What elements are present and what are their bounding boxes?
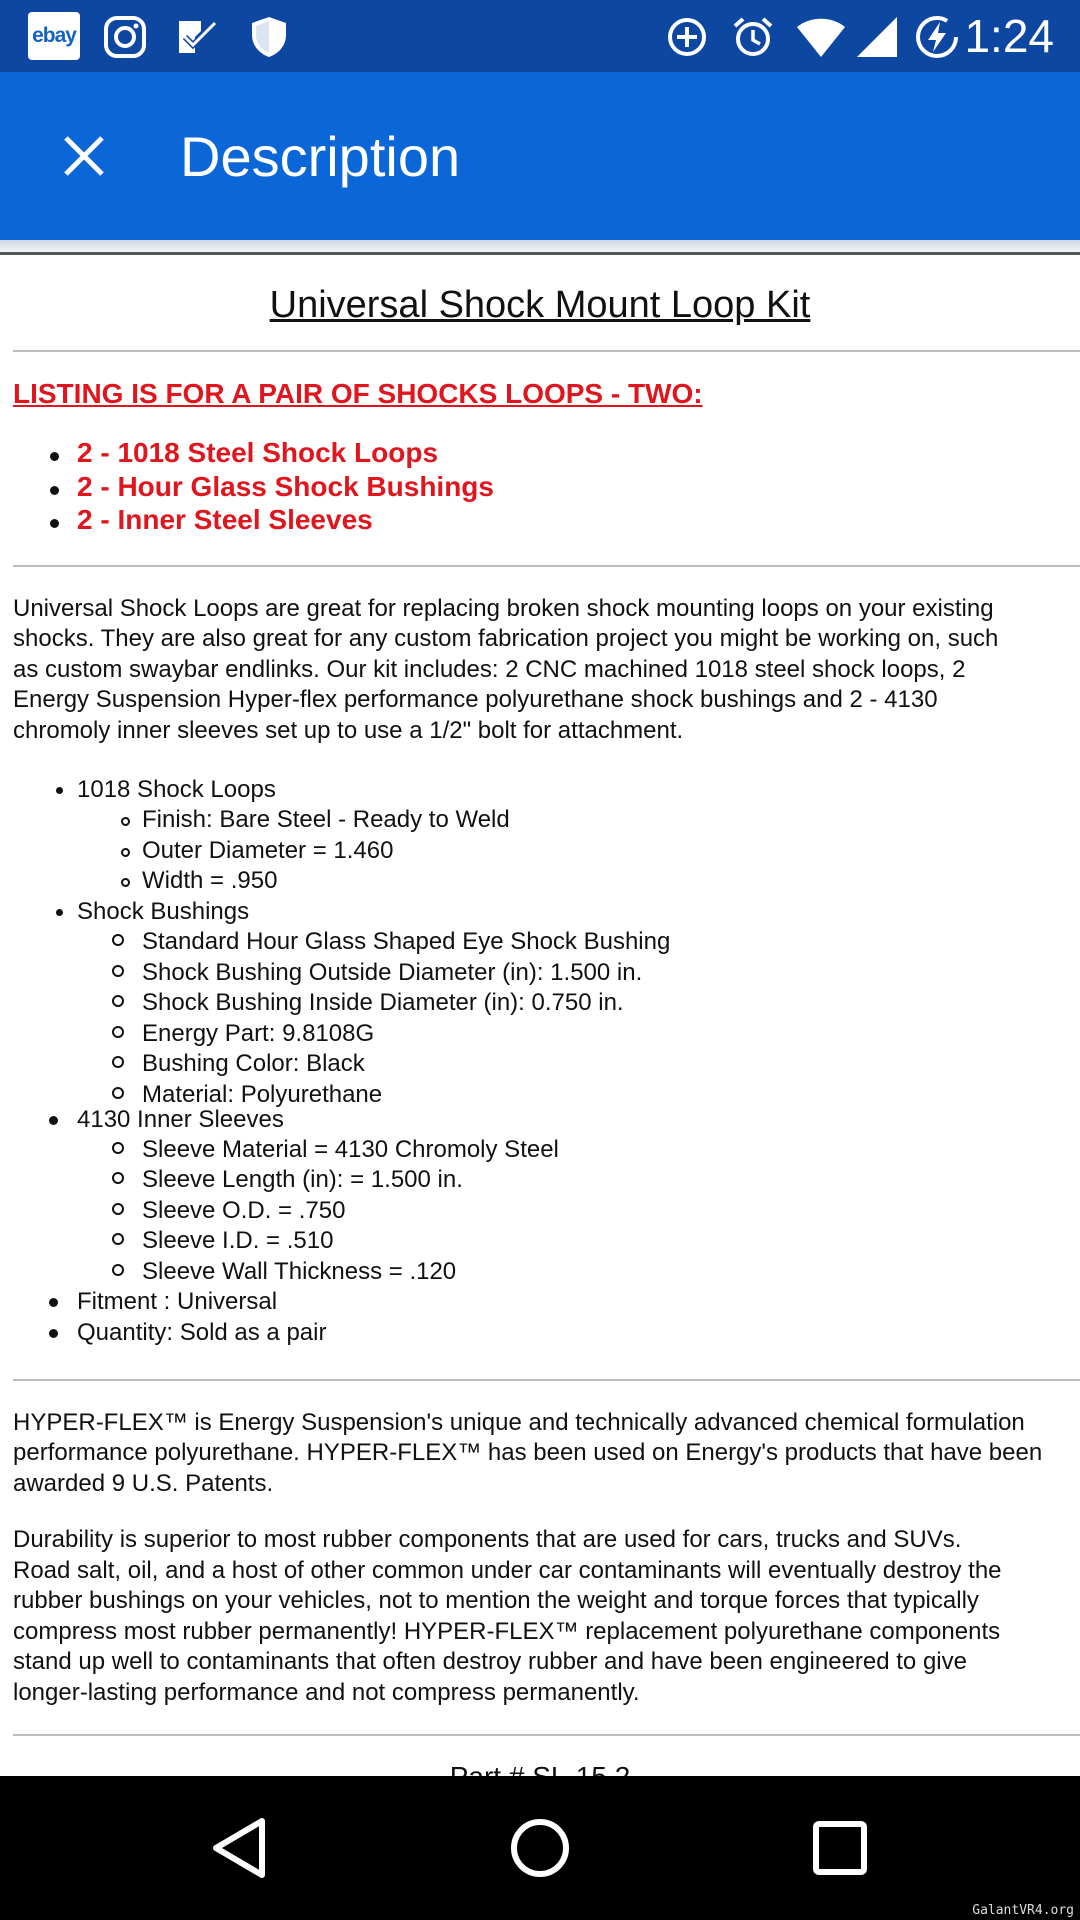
recents-button[interactable] bbox=[790, 1798, 890, 1898]
app-bar bbox=[0, 72, 1080, 240]
spec-item: Finish: Bare Steel - Ready to Weld bbox=[142, 806, 510, 833]
durability-line: compress most rubber permanently! HYPER-FLEX™ replacement polyurethane components bbox=[13, 1618, 1001, 1645]
bullet bbox=[50, 519, 59, 528]
bullet bbox=[49, 1298, 58, 1307]
sub-bullet bbox=[112, 1172, 124, 1184]
watermark: GalantVR4.org bbox=[972, 1903, 1074, 1918]
hyperflex-line: HYPER-FLEX™ is Energy Suspension's unique and technically advanced chemical formulation bbox=[13, 1409, 1025, 1436]
page-title: Description bbox=[180, 125, 461, 188]
spec-item: Sleeve Material = 4130 Chromoly Steel bbox=[142, 1136, 559, 1163]
listing-heading: LISTING IS FOR A PAIR OF SHOCKS LOOPS - TWO: bbox=[13, 378, 703, 409]
wifi-icon bbox=[796, 12, 846, 62]
divider bbox=[13, 565, 1080, 567]
home-button[interactable] bbox=[490, 1798, 590, 1898]
spec-item: Shock Bushing Inside Diameter (in): 0.750 in. bbox=[142, 989, 624, 1016]
alarm-icon bbox=[728, 12, 778, 62]
shield-icon bbox=[244, 12, 294, 62]
ebay-app-icon: ebay bbox=[28, 12, 80, 60]
bullet bbox=[56, 787, 63, 794]
cellular-signal-icon bbox=[852, 12, 902, 62]
spec-item: Material: Polyurethane bbox=[142, 1081, 383, 1108]
spec-group-label: Fitment : Universal bbox=[77, 1288, 278, 1315]
bullet bbox=[56, 909, 63, 916]
battery-charging-icon bbox=[912, 12, 962, 62]
intro-line: Energy Suspension Hyper-flex performance polyurethane shock bushings and 2 - 4130 bbox=[13, 686, 938, 713]
bullet bbox=[49, 1116, 58, 1125]
home-icon bbox=[509, 1817, 571, 1879]
divider bbox=[0, 252, 1080, 255]
sub-bullet bbox=[121, 817, 130, 826]
hyperflex-line: awarded 9 U.S. Patents. bbox=[13, 1470, 274, 1497]
durability-line: stand up well to contaminants that often destroy rubber and have been engineered to give bbox=[13, 1648, 967, 1675]
sub-bullet bbox=[112, 995, 124, 1007]
sub-bullet bbox=[112, 1233, 124, 1245]
data-saver-icon bbox=[662, 12, 712, 62]
close-button[interactable] bbox=[48, 120, 120, 192]
spec-item: Width = .950 bbox=[142, 867, 278, 894]
durability-line: Road salt, oil, and a host of other common under car contaminants will eventually destroy the bbox=[13, 1557, 1002, 1584]
durability-line: Durability is superior to most rubber components that are used for cars, trucks and SUVs. bbox=[13, 1526, 962, 1553]
spec-group-label: 1018 Shock Loops bbox=[77, 776, 276, 803]
sub-bullet bbox=[112, 1056, 124, 1068]
recents-icon bbox=[812, 1820, 868, 1876]
intro-line: as custom swaybar endlinks. Our kit includes: 2 CNC machined 1018 steel shock loops, 2 bbox=[13, 656, 966, 683]
highlight-item: 2 - 1018 Steel Shock Loops bbox=[77, 437, 439, 468]
sub-bullet bbox=[121, 848, 130, 857]
divider bbox=[13, 350, 1080, 352]
back-icon bbox=[210, 1817, 270, 1879]
sub-bullet bbox=[112, 1203, 124, 1215]
spec-item: Sleeve O.D. = .750 bbox=[142, 1197, 346, 1224]
intro-line: chromoly inner sleeves set up to use a 1/2" bolt for attachment. bbox=[13, 717, 684, 744]
bullet bbox=[50, 486, 59, 495]
sub-bullet bbox=[112, 1142, 124, 1154]
spec-group-label: 4130 Inner Sleeves bbox=[77, 1106, 284, 1133]
highlight-item: 2 - Hour Glass Shock Bushings bbox=[77, 471, 494, 502]
status-bar bbox=[0, 0, 1080, 72]
close-icon bbox=[60, 132, 108, 180]
spec-item: Sleeve I.D. = .510 bbox=[142, 1227, 334, 1254]
highlight-item: 2 - Inner Steel Sleeves bbox=[77, 504, 373, 535]
sub-bullet bbox=[112, 965, 124, 977]
description-content[interactable] bbox=[0, 260, 1080, 1776]
divider bbox=[13, 1734, 1080, 1736]
tasks-check-icon bbox=[172, 12, 222, 62]
spec-item: Outer Diameter = 1.460 bbox=[142, 837, 394, 864]
navigation-bar bbox=[0, 1776, 1080, 1920]
intro-line: Universal Shock Loops are great for replacing broken shock mounting loops on your existing bbox=[13, 595, 994, 622]
sub-bullet bbox=[112, 1264, 124, 1276]
spec-group-label: Quantity: Sold as a pair bbox=[77, 1319, 327, 1346]
spec-item: Bushing Color: Black bbox=[142, 1050, 365, 1077]
instagram-icon bbox=[100, 12, 150, 62]
durability-line: longer-lasting performance and not compress permanently. bbox=[13, 1679, 640, 1706]
intro-line: shocks. They are also great for any custom fabrication project you might be working on, such bbox=[13, 625, 999, 652]
spec-item: Sleeve Wall Thickness = .120 bbox=[142, 1258, 457, 1285]
bullet bbox=[50, 452, 59, 461]
durability-line: rubber bushings on your vehicles, not to mention the weight and torque forces that typically bbox=[13, 1587, 979, 1614]
listing-title: Universal Shock Mount Loop Kit bbox=[269, 284, 811, 326]
divider bbox=[13, 1379, 1080, 1381]
status-time: 1:24 bbox=[964, 10, 1054, 62]
bullet bbox=[49, 1329, 58, 1338]
spec-group-label: Shock Bushings bbox=[77, 898, 250, 925]
back-button[interactable] bbox=[190, 1798, 290, 1898]
sub-bullet bbox=[112, 1087, 124, 1099]
spec-item: Energy Part: 9.8108G bbox=[142, 1020, 375, 1047]
spec-item: Shock Bushing Outside Diameter (in): 1.500 in. bbox=[142, 959, 643, 986]
sub-bullet bbox=[121, 878, 130, 887]
spec-item: Sleeve Length (in): = 1.500 in. bbox=[142, 1166, 463, 1193]
hyperflex-line: performance polyurethane. HYPER-FLEX™ has been used on Energy's products that have been bbox=[13, 1439, 1043, 1466]
sub-bullet bbox=[112, 934, 124, 946]
spec-item: Standard Hour Glass Shaped Eye Shock Bushing bbox=[142, 928, 671, 955]
sub-bullet bbox=[112, 1026, 124, 1038]
